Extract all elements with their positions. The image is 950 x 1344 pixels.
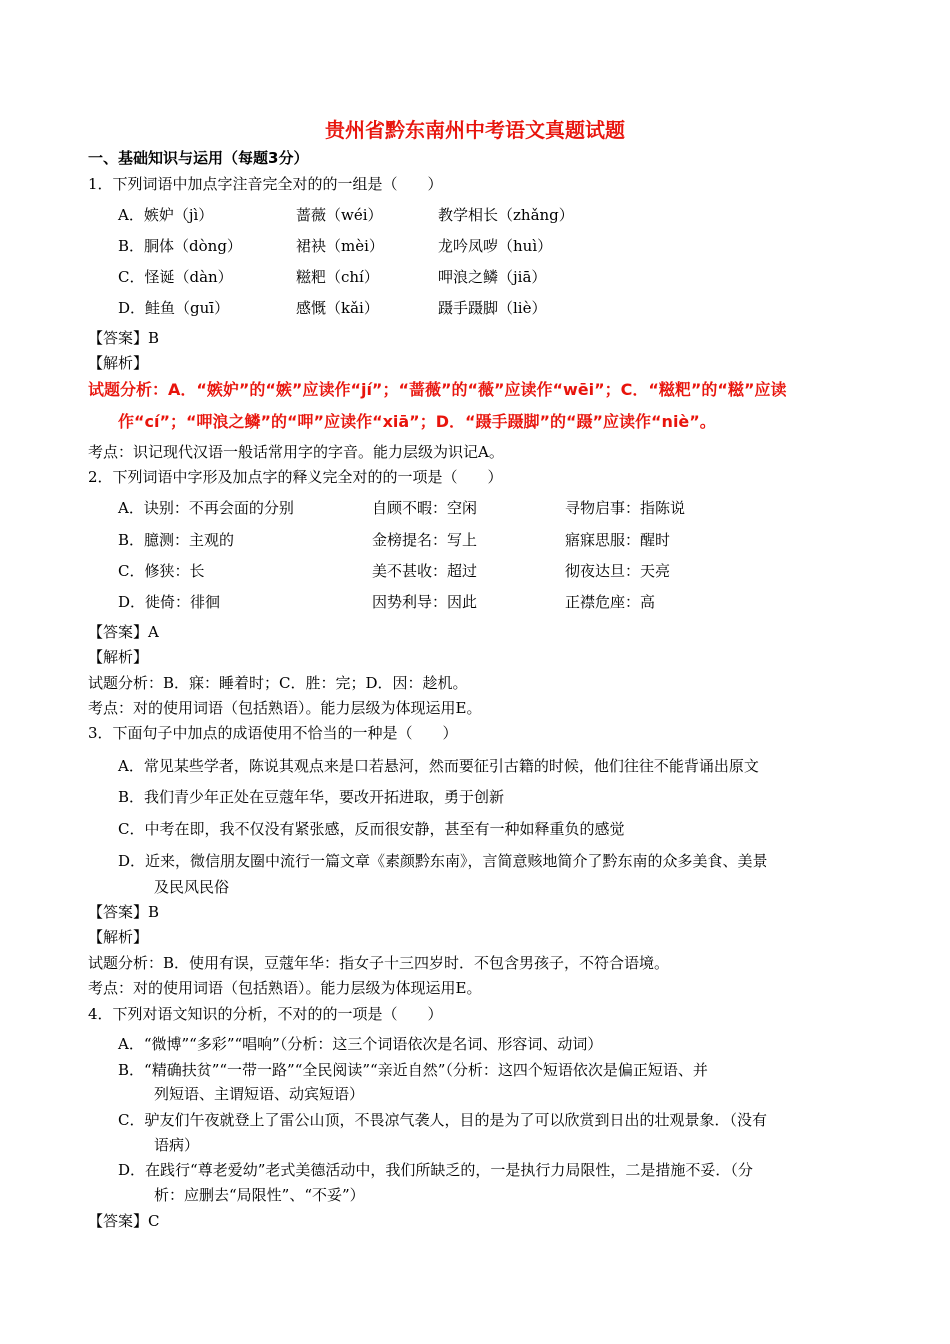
- q1-answer: 【答案】B: [88, 329, 160, 347]
- q1-jiexi-label: 【解析】: [88, 354, 149, 372]
- q1-option-c-1: C．怪诞（dàn）: [118, 268, 233, 286]
- q2-option-d-3: 正襟危座：高: [565, 593, 656, 611]
- q1-kaodian: 考点：识记现代汉语一般话常用字的字音。能力层级为识记A。: [88, 443, 504, 461]
- q2-option-a-1: A．诀别：不再会面的分别: [118, 499, 294, 517]
- q1-option-c-2: 糍粑（chí）: [296, 268, 379, 286]
- q4-option-d-line2: 析：应删去“局限性”、“不妥”）: [154, 1186, 365, 1204]
- q4-option-b-line2: 列短语、主谓短语、动宾短语）: [154, 1085, 365, 1103]
- q1-option-b-2: 裙袂（mèi）: [296, 237, 384, 255]
- q4-stem: 4．下列对语文知识的分析，不对的的一项是（ ）: [88, 1005, 443, 1023]
- q3-option-d-line1: D．近来，微信朋友圈中流行一篇文章《素颜黔东南》，言简意赅地简介了黔东南的众多美食、美景: [118, 852, 768, 870]
- q2-kaodian: 考点：对的使用词语（包括熟语）。能力层级为体现运用E。: [88, 699, 482, 717]
- q4-option-c-line1: C．驴友们午夜就登上了雷公山顶，不畏凉气袭人，目的是为了可以欣赏到日出的壮观景象．（没有: [118, 1111, 767, 1129]
- q1-option-c-3: 呷浪之鳞（jiā）: [438, 268, 547, 286]
- q3-option-c: C．中考在即，我不仅没有紧张感，反而很安静，甚至有一种如释重负的感觉: [118, 820, 625, 838]
- q1-stem: 1．下列词语中加点字注音完全对的的一组是（ ）: [88, 175, 443, 193]
- q4-answer: 【答案】C: [88, 1212, 160, 1230]
- q3-answer: 【答案】B: [88, 903, 160, 921]
- q1-analysis-line1: 试题分析：A．“嫉妒”的“嫉”应读作“jí”；“蔷薇”的“薇”应读作“wēi”；C．“糍粑”的“糍”应读: [88, 380, 787, 399]
- q2-answer: 【答案】A: [88, 623, 159, 641]
- q3-option-d-line2: 及民风民俗: [154, 878, 230, 896]
- q1-option-d-1: D．鲑鱼（guī）: [118, 299, 230, 317]
- q2-option-a-3: 寻物启事：指陈说: [565, 499, 686, 517]
- q1-option-b-1: B．胴体（dòng）: [118, 237, 242, 255]
- q1-option-d-3: 蹑手蹑脚（liè）: [438, 299, 547, 317]
- q2-analysis: 试题分析：B．寐：睡着时；C．胜：完；D．因：趁机。: [88, 674, 468, 692]
- q2-option-a-2: 自顾不暇：空闲: [372, 499, 478, 517]
- section-heading: 一、基础知识与运用（每题3分）: [88, 149, 309, 167]
- q3-stem: 3．下面句子中加点的成语使用不恰当的一种是（ ）: [88, 724, 458, 742]
- q2-option-d-1: D．徙倚：徘徊: [118, 593, 221, 611]
- q2-jiexi-label: 【解析】: [88, 648, 149, 666]
- q3-kaodian: 考点：对的使用词语（包括熟语）。能力层级为体现运用E。: [88, 979, 482, 997]
- q2-option-c-3: 彻夜达旦：天亮: [565, 562, 671, 580]
- q3-option-b: B．我们青少年正处在豆蔻年华，要改开拓进取，勇于创新: [118, 788, 505, 806]
- q1-option-b-3: 龙吟凤哕（huì）: [438, 237, 553, 255]
- q1-analysis-line2: 作“cí”；“呷浪之鳞”的“呷”应读作“xiā”；D．“蹑手蹑脚”的“蹑”应读作“niè”。: [118, 412, 716, 431]
- q2-option-c-2: 美不甚收：超过: [372, 562, 478, 580]
- q3-analysis: 试题分析：B．使用有误，豆蔻年华：指女子十三四岁时．不包含男孩子，不符合语境。: [88, 954, 670, 972]
- q1-option-a-3: 教学相长（zhǎng）: [438, 206, 574, 224]
- q1-option-a-1: A．嫉妒（jì）: [118, 206, 214, 224]
- q4-option-a: A．“微博”“多彩”“唱响”（分析：这三个词语依次是名词、形容词、动词）: [118, 1035, 603, 1053]
- q1-option-d-2: 感慨（kǎi）: [296, 299, 379, 317]
- q4-option-c-line2: 语病）: [154, 1136, 200, 1154]
- q3-jiexi-label: 【解析】: [88, 928, 149, 946]
- q2-option-b-1: B．臆测：主观的: [118, 531, 235, 549]
- document-title: 贵州省黔东南州中考语文真题试题: [325, 118, 625, 142]
- q3-option-a: A．常见某些学者，陈说其观点来是口若悬河，然而要征引古籍的时候，他们往往不能背诵出原文: [118, 757, 759, 775]
- q1-option-a-2: 蔷薇（wéi）: [296, 206, 383, 224]
- q2-option-c-1: C．修狭：长: [118, 562, 205, 580]
- q2-option-d-2: 因势利导：因此: [372, 593, 478, 611]
- q4-option-d-line1: D．在践行“尊老爱幼”老式美德活动中，我们所缺乏的，一是执行力局限性，二是措施不妥．（分: [118, 1161, 753, 1179]
- q2-stem: 2．下列词语中字形及加点字的释义完全对的的一项是（ ）: [88, 468, 503, 486]
- q2-option-b-2: 金榜提名：写上: [372, 531, 478, 549]
- q4-option-b-line1: B．“精确扶贫”“一带一路”“全民阅读”“亲近自然”（分析：这四个短语依次是偏正短语、并: [118, 1061, 708, 1079]
- q2-option-b-3: 寤寐思服：醒时: [565, 531, 671, 549]
